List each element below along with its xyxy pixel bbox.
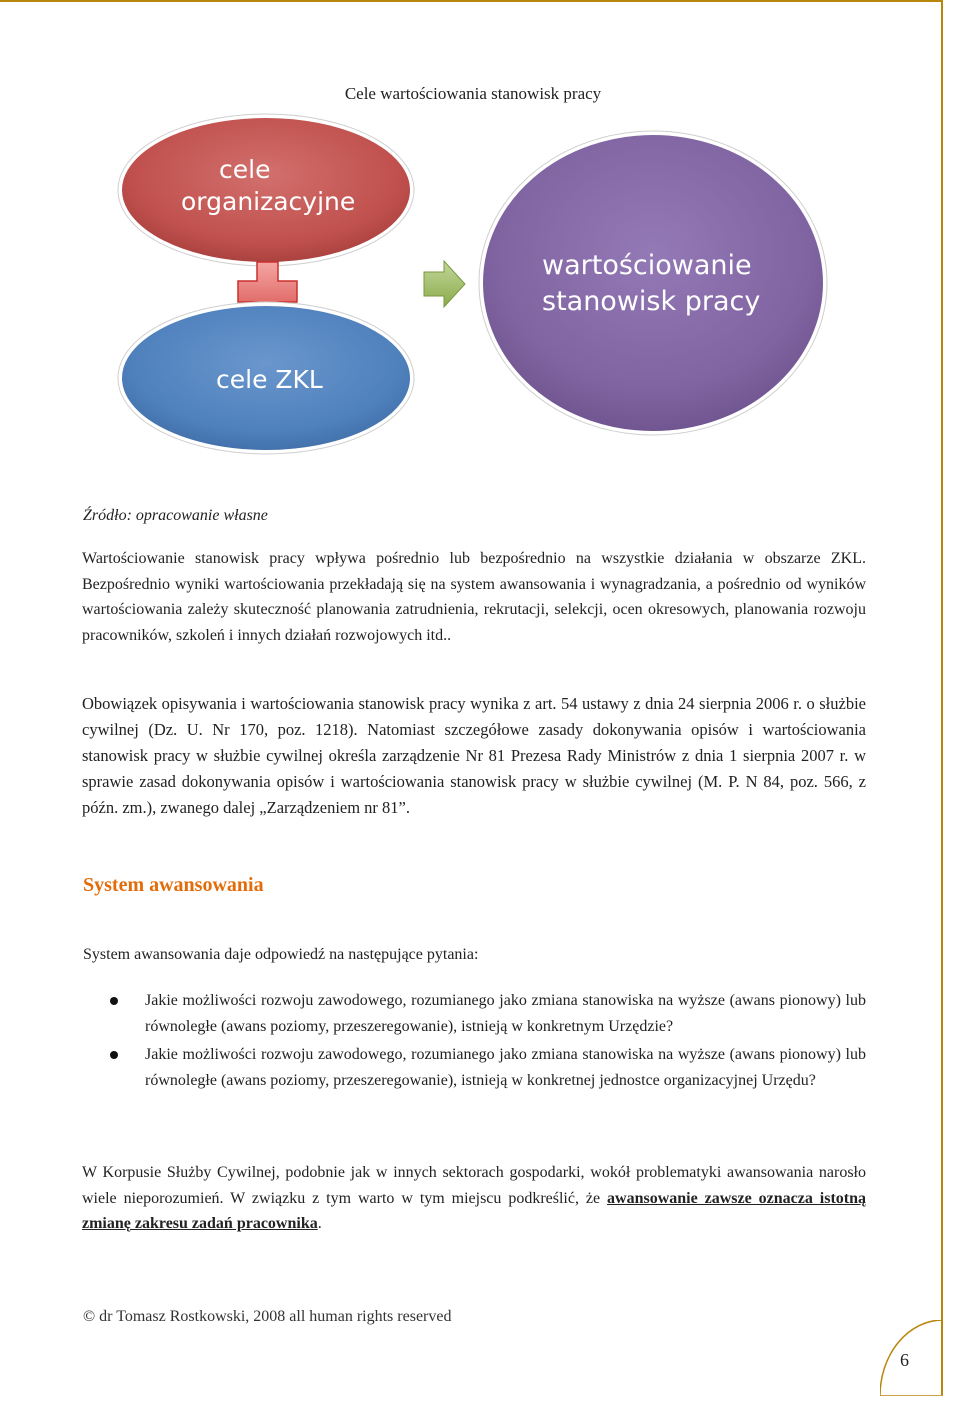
arrow-icon xyxy=(424,261,465,307)
page-number-ornament xyxy=(880,1320,943,1396)
bullet-icon xyxy=(110,1051,118,1059)
paragraph-promotion-end: . xyxy=(317,1215,322,1232)
list-item xyxy=(104,1042,866,1093)
goals-zkl-label: cele ZKL xyxy=(216,365,323,394)
paragraph-intro: Wartościowanie stanowisk pracy wpływa pośrednio lub bezpośrednio na wszystkie działania w obszarze ZKL. Bezpośrednio wyniki wartościowania przekładają się na system awansowania i wynagradzania, a pośrednio od wyników wartościowania zależy skuteczność planowania zatrudnienia, rekrutacji, selekcji, ocen okresowych, planowania rozwoju pracowników, szkoleń i innych działań rozwojowych itd.. xyxy=(82,550,866,644)
paragraph-promotion-emphasis: awansowanie zawsze oznacza istotną zmianę zakresu zadań pracownika xyxy=(82,1189,866,1232)
paragraph-promotion-main: W Korpusie Służby Cywilnej, podobnie jak w innych sektorach gospodarki, wokół problematyki awansowania narosło wiele nieporozumień. W związku z tym warto w tym miejscu podkreślić, że xyxy=(82,1164,866,1207)
section-intro: System awansowania daje odpowiedź na następujące pytania: xyxy=(83,946,479,963)
diagram-title: Cele wartościowania stanowisk pracy xyxy=(344,84,602,103)
bullet-icon xyxy=(110,997,118,1005)
goals-org-label-line2: organizacyjne xyxy=(181,187,356,216)
result-label-line2: stanowisk pracy xyxy=(542,286,761,317)
goals-org-label-line1: cele xyxy=(219,155,271,184)
paragraph-promotion xyxy=(82,1160,866,1237)
list-item xyxy=(104,988,866,1039)
paragraph-legal-basis: Obowiązek opisywania i wartościowania stanowisk pracy wynika z art. 54 ustawy z dnia 24 sierpnia 2006 r. o służbie cywilnej (Dz. U. Nr 170, poz. 1218). Natomiast szczegółowe zasady dokonywania opisów i wartościowania stanowisk pracy w służbie cywilnej określa zarządzenie Nr 81 Prezesa Rady Ministrów z dnia 1 sierpnia 2007 r. w sprawie zasad dokonywania opisów i wartościowania stanowisk pracy w służbie cywilnej (M. P. N 84, poz. 566, z późn. zm.), zwanego dalej „Zarządzeniem nr 81”. xyxy=(82,694,866,817)
page-number: 6 xyxy=(900,1350,909,1370)
diagram xyxy=(0,0,960,480)
result-node xyxy=(479,131,827,435)
section-heading: System awansowania xyxy=(83,874,264,896)
result-label-line1: wartościowanie xyxy=(542,250,752,281)
goals-org-node xyxy=(118,114,414,266)
footer-copyright: © dr Tomasz Rostkowski, 2008 all human rights reserved xyxy=(83,1308,452,1325)
source-caption: Źródło: opracowanie własne xyxy=(83,507,268,524)
goals-zkl-node xyxy=(118,302,414,454)
list-item-text: Jakie możliwości rozwoju zawodowego, rozumianego jako zmiana stanowiska na wyższe (awans pionowy) lub równoległe (awans poziomy, przeszeregowanie), istnieją w konkretnej jednostce organizacyjnej Urzędu? xyxy=(145,1046,866,1089)
list-item-text: Jakie możliwości rozwoju zawodowego, rozumianego jako zmiana stanowiska na wyższe (awans pionowy) lub równoległe (awans poziomy, przeszeregowanie), istnieją w konkretnym Urzędzie? xyxy=(145,992,866,1035)
question-list xyxy=(104,988,866,1096)
